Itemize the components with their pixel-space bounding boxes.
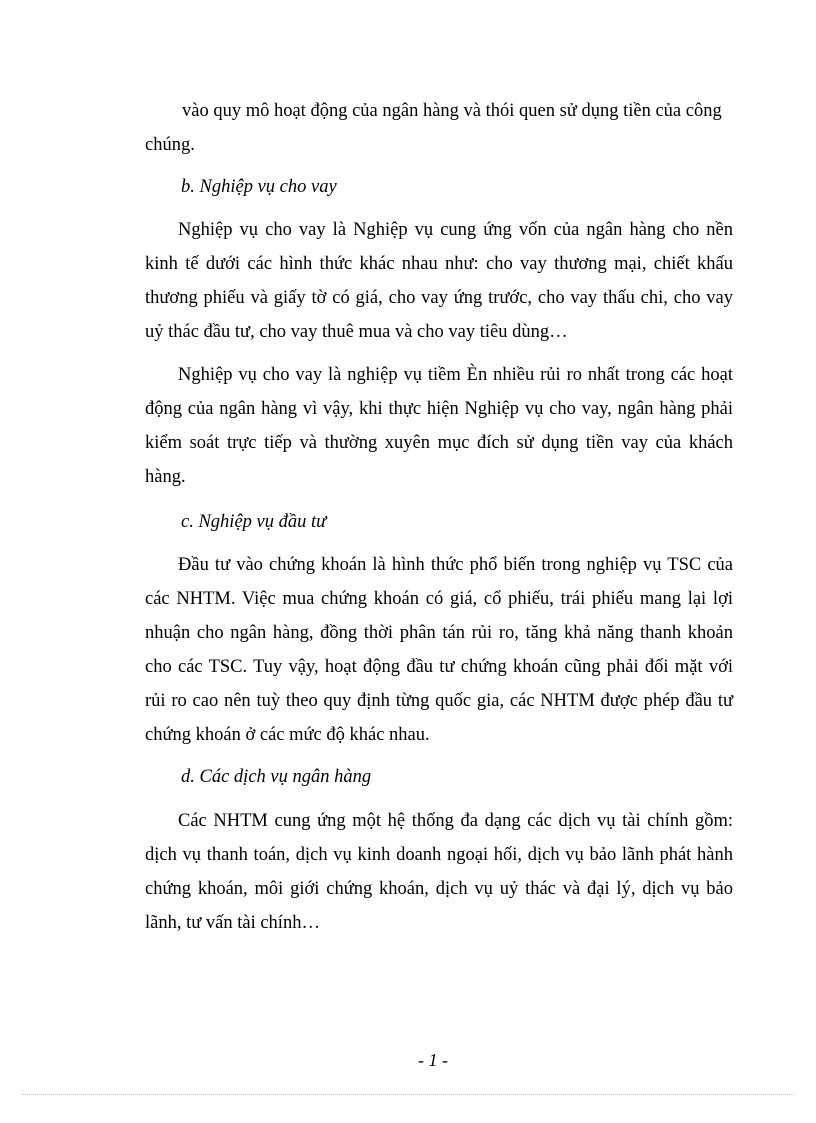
heading-banking-services: d. Các dịch vụ ngân hàng bbox=[181, 767, 372, 787]
heading-investment: c. Nghiệp vụ đầu tư bbox=[181, 512, 327, 532]
paragraph-investment: Đầu tư vào chứng khoán là hình thức phổ biến trong nghiệp vụ TSC của các NHTM. Việc mua chứng khoán có giá, cổ phiếu, trái phiếu mang lại lợi nhuận cho ngân hàng, đồng thời phân tán rủi ro, tăng khả năng thanh khoản cho các TSC. Tuy vậy, hoạt động đầu tư chứng khoán cũng phải đối mặt với rủi ro cao nên tuỳ theo quy định từng quốc gia, các NHTM được phép đầu tư chứng khoán ở các mức độ khác nhau. bbox=[145, 555, 733, 745]
paragraph-continuation-line1: vào quy mô hoạt động của ngân hàng và thói quen sử dụng tiền của công bbox=[182, 101, 722, 121]
paragraph-continuation bbox=[145, 94, 733, 162]
paragraph-lending-risk: Nghiệp vụ cho vay là nghiệp vụ tiềm Èn nhiều rủi ro nhất trong các hoạt động của ngân hàng vì vậy, khi thực hiện Nghiệp vụ cho vay, ngân hàng phải kiểm soát trực tiếp và thường xuyên mục đích sử dụng tiền vay của khách hàng. bbox=[145, 365, 733, 487]
heading-lending: b. Nghiệp vụ cho vay bbox=[181, 177, 337, 197]
paragraph-lending-definition: Nghiệp vụ cho vay là Nghiệp vụ cung ứng vốn của ngân hàng cho nền kinh tế dưới các hình thức khác nhau như: cho vay thương mại, chiết khấu thương phiếu và giấy tờ có giá, cho vay ứng trước, cho vay thấu chi, cho vay uỷ thác đầu tư, cho vay thuê mua và cho vay tiêu dùng… bbox=[145, 220, 733, 342]
paragraph-continuation-line2: chúng. bbox=[145, 135, 195, 155]
page-number: - 1 - bbox=[418, 1050, 448, 1070]
bottom-dotted-rule bbox=[22, 1094, 794, 1095]
paragraph-banking-services: Các NHTM cung ứng một hệ thống đa dạng các dịch vụ tài chính gồm: dịch vụ thanh toán, dịch vụ kinh doanh ngoại hối, dịch vụ bảo lãnh phát hành chứng khoán, môi giới chứng khoán, dịch vụ uỷ thác và đại lý, dịch vụ bảo lãnh, tư vấn tài chính… bbox=[145, 811, 733, 933]
